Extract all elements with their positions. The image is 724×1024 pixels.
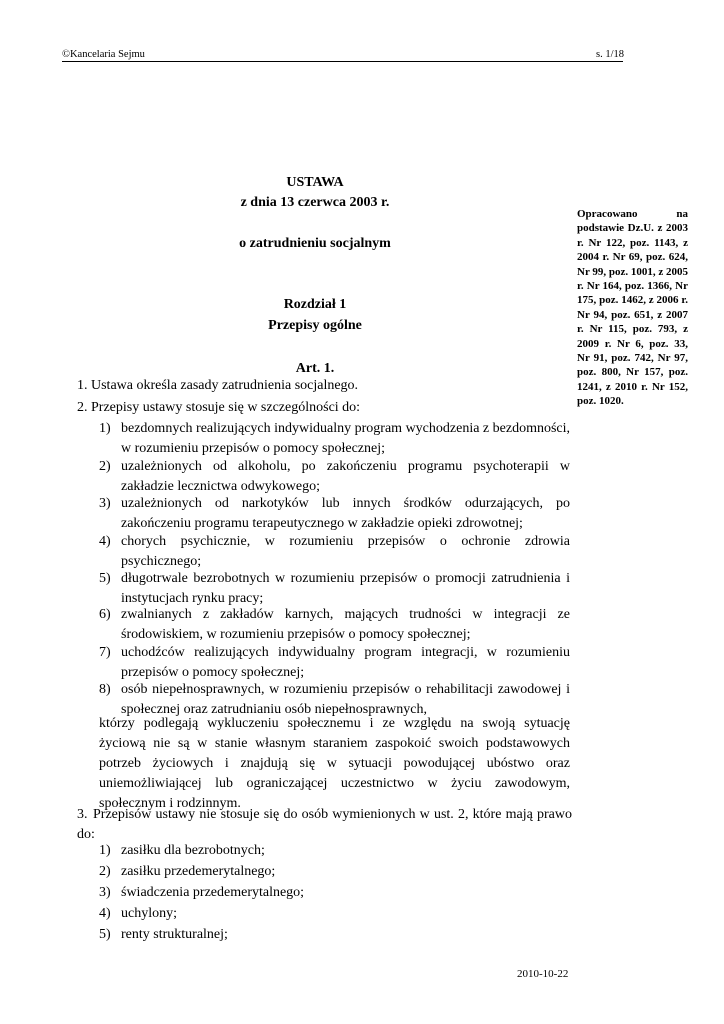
- list-item-number: 8): [99, 682, 111, 697]
- list-item: zasiłku przedemerytalnego;: [121, 864, 276, 879]
- header-source: ©Kancelaria Sejmu: [62, 49, 145, 60]
- list-item: renty strukturalnej;: [121, 927, 228, 942]
- paragraph-2-intro: 2. Przepisy ustawy stosuje się w szczególności do:: [77, 400, 361, 415]
- list-item: uchylony;: [121, 906, 177, 921]
- list-item: uzależnionych od narkotyków lub innych środków odurzających, po zakończeniu programu terapeutycznego w zakładzie opieki zdrowotnej;: [121, 496, 570, 531]
- header-divider: [62, 61, 623, 62]
- article-label: Art. 1.: [295, 361, 335, 376]
- list-item: bezdomnych realizujących indywidualny program wychodzenia z bezdomności, w rozumieniu przepisów o pomocy społecznej;: [121, 421, 571, 456]
- list-item-number: 7): [99, 645, 111, 660]
- paragraph-3-label: 3.: [77, 807, 88, 822]
- chapter-name: Przepisy ogólne: [268, 318, 362, 333]
- list-item: uchodźców realizujących indywidualny program integracji, w rozumieniu przepisów o pomocy społecznej;: [121, 645, 570, 680]
- legal-basis-sidenote: Opracowano na podstawie Dz.U. z 2003 r. Nr 122, poz. 1143, z 2004 r. Nr 69, poz. 624, Nr 99, poz. 1001, z 2005 r. Nr 164, poz. 1366, Nr 175, poz. 1462, z 2006 r. Nr 94, poz. 651, z 2007 r. Nr 115, poz. 793, z 2009 r. Nr 6, poz. 33, Nr 91, poz. 742, Nr 97, poz. 800, Nr 157, poz. 1241, z 2010 r. Nr 152, poz. 1020.: [577, 208, 689, 408]
- list-item: świadczenia przedemerytalnego;: [121, 885, 305, 900]
- list-item-number: 5): [99, 571, 111, 586]
- list-item-number: 5): [99, 927, 111, 942]
- act-date: z dnia 13 czerwca 2003 r.: [240, 195, 390, 210]
- header-page-number: s. 1/18: [595, 49, 624, 60]
- list-item-number: 4): [99, 534, 111, 549]
- paragraph-3-text: Przepisów ustawy nie stosuje się do osób wymienionych w ust. 2, które mają prawo do:: [77, 807, 572, 842]
- list-item-number: 3): [99, 885, 111, 900]
- list-item: zwalnianych z zakładów karnych, mających trudności w integracji ze środowiskiem, w rozumieniu przepisów o pomocy społecznej;: [121, 607, 570, 642]
- list-item-number: 6): [99, 607, 111, 622]
- list-item-number: 2): [99, 864, 111, 879]
- chapter-number: Rozdział 1: [283, 297, 347, 312]
- list-item: zasiłku dla bezrobotnych;: [121, 843, 265, 858]
- list-item-number: 4): [99, 906, 111, 921]
- list-item-number: 1): [99, 843, 111, 858]
- list-item: chorych psychicznie, w rozumieniu przepisów o ochronie zdrowia psychicznego;: [121, 534, 570, 569]
- paragraph-3: [77, 805, 572, 845]
- list-item: długotrwale bezrobotnych w rozumieniu przepisów o promocji zatrudnienia i instytucjach rynku pracy;: [121, 571, 570, 606]
- act-type: USTAWA: [286, 175, 344, 190]
- list-item: osób niepełnosprawnych, w rozumieniu przepisów o rehabilitacji zawodowej i społecznej oraz zatrudnianiu osób niepełnosprawnych,: [121, 682, 570, 717]
- paragraph-1: 1. Ustawa określa zasady zatrudnienia socjalnego.: [77, 378, 359, 393]
- list-item-number: 3): [99, 496, 111, 511]
- list-item: uzależnionych od alkoholu, po zakończeniu programu psychoterapii w zakładzie lecznictwa odwykowego;: [121, 459, 570, 494]
- paragraph-2-closing: którzy podlegają wykluczeniu społecznemu i ze względu na swoją sytuację życiową nie są w stanie własnym staraniem zaspokoić swoich podstawowych potrzeb życiowych i znajdują się w sytuacji powodującej ubóstwo oraz uniemożliwiającej lub ograniczającej uczestnictwo w życiu zawodowym, społecznym i rodzinnym.: [99, 716, 570, 811]
- act-subject: o zatrudnieniu socjalnym: [239, 236, 391, 251]
- list-item-number: 2): [99, 459, 111, 474]
- list-item-number: 1): [99, 421, 111, 436]
- footer-date: 2010-10-22: [517, 968, 569, 980]
